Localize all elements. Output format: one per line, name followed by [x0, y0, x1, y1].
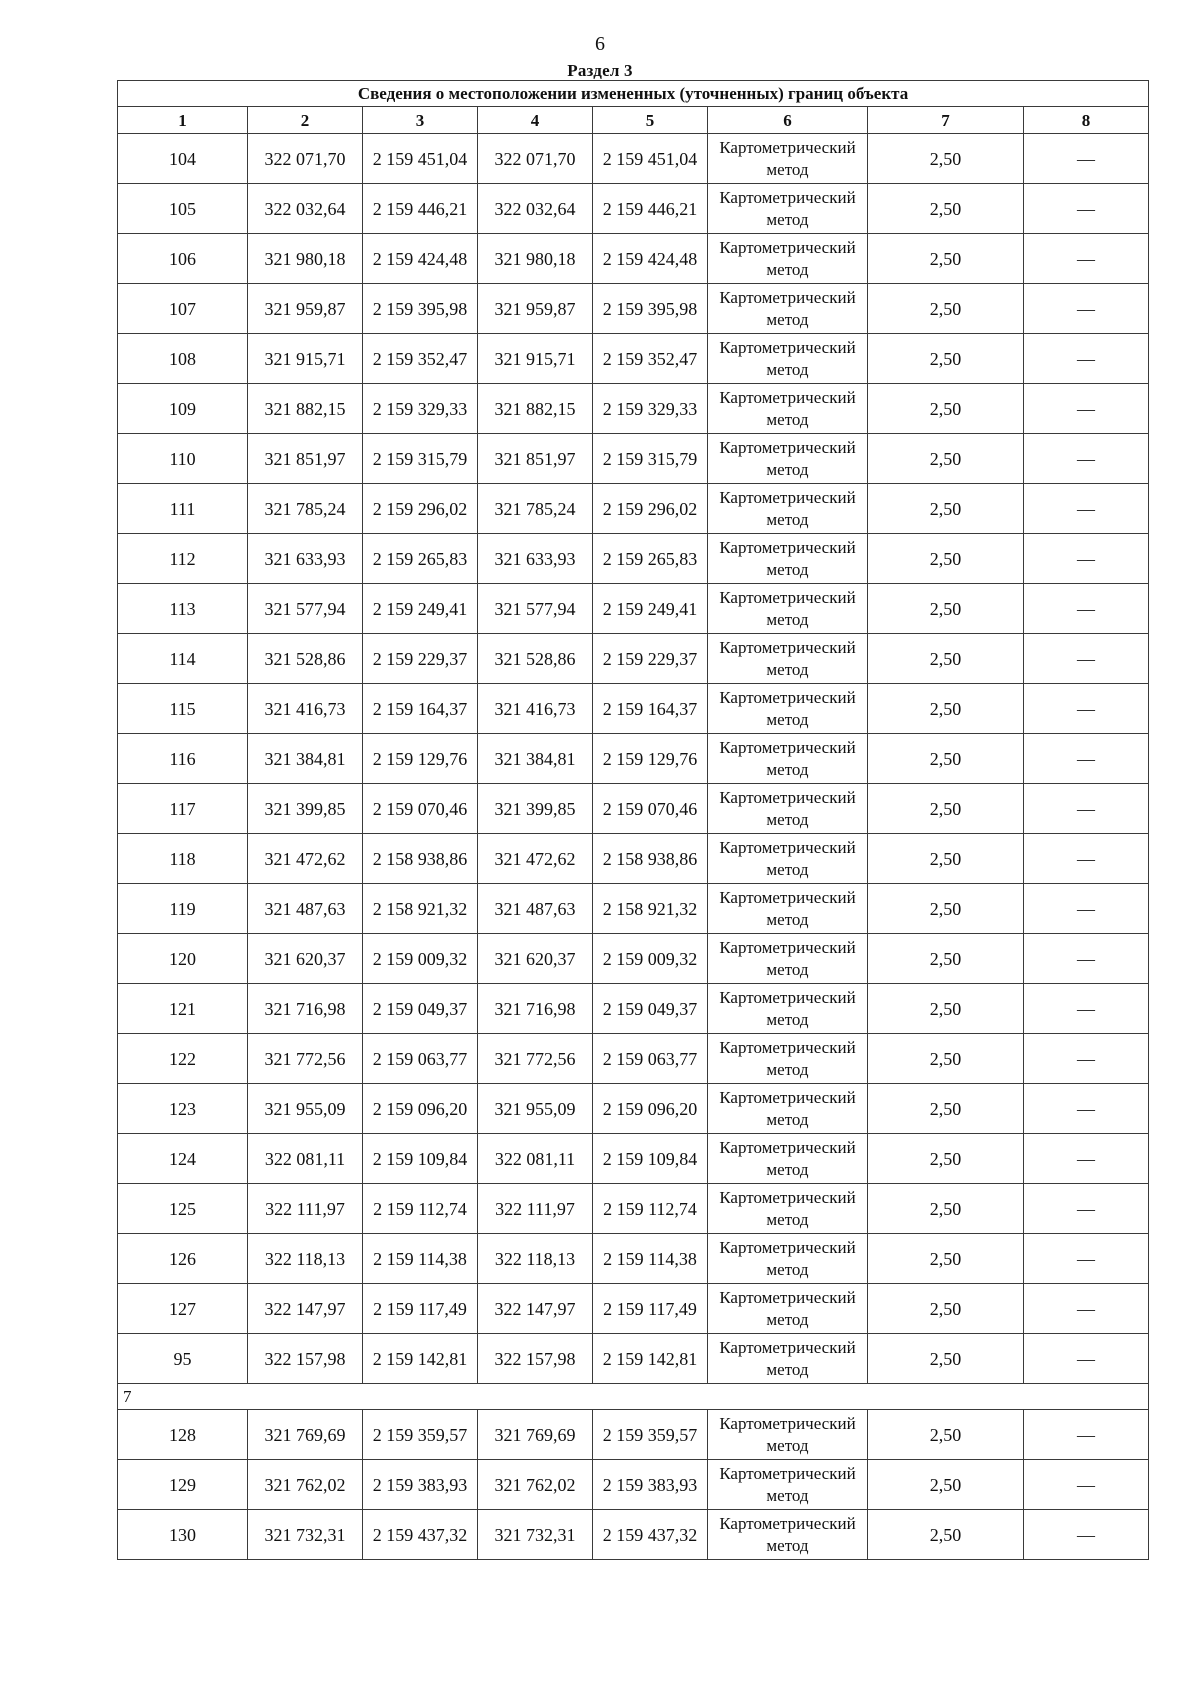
method-cell: Картометрический метод — [708, 734, 868, 784]
existing-x-cell: 321 769,69 — [248, 1410, 363, 1460]
existing-y-cell: 2 159 446,21 — [363, 184, 478, 234]
method-cell: Картометрический метод — [708, 534, 868, 584]
refined-y-cell: 2 159 009,32 — [593, 934, 708, 984]
existing-x-cell: 321 716,98 — [248, 984, 363, 1034]
refined-x-cell: 321 472,62 — [478, 834, 593, 884]
refined-y-cell: 2 159 114,38 — [593, 1234, 708, 1284]
table-row — [118, 634, 1149, 684]
description-cell: — — [1024, 1034, 1149, 1084]
description-cell: — — [1024, 1184, 1149, 1234]
refined-y-cell: 2 159 164,37 — [593, 684, 708, 734]
accuracy-cell: 2,50 — [868, 134, 1024, 184]
refined-x-cell: 321 577,94 — [478, 584, 593, 634]
existing-y-cell: 2 159 383,93 — [363, 1460, 478, 1510]
table-row — [118, 1184, 1149, 1234]
refined-y-cell: 2 159 129,76 — [593, 734, 708, 784]
accuracy-cell: 2,50 — [868, 784, 1024, 834]
refined-y-cell: 2 159 359,57 — [593, 1410, 708, 1460]
table-row — [118, 1334, 1149, 1384]
table-row — [118, 384, 1149, 434]
method-cell: Картометрический метод — [708, 384, 868, 434]
refined-y-cell: 2 159 315,79 — [593, 434, 708, 484]
boundary-coordinates-table — [117, 80, 1149, 1560]
method-cell: Картометрический метод — [708, 684, 868, 734]
existing-x-cell: 321 980,18 — [248, 234, 363, 284]
point-number-cell: 122 — [118, 1034, 248, 1084]
refined-y-cell: 2 159 049,37 — [593, 984, 708, 1034]
existing-x-cell: 322 032,64 — [248, 184, 363, 234]
existing-x-cell: 321 399,85 — [248, 784, 363, 834]
existing-x-cell: 321 472,62 — [248, 834, 363, 884]
existing-y-cell: 2 158 938,86 — [363, 834, 478, 884]
existing-x-cell: 321 384,81 — [248, 734, 363, 784]
description-cell: — — [1024, 584, 1149, 634]
refined-x-cell: 321 851,97 — [478, 434, 593, 484]
refined-y-cell: 2 159 096,20 — [593, 1084, 708, 1134]
description-cell: — — [1024, 184, 1149, 234]
point-number-cell: 130 — [118, 1510, 248, 1560]
table-row — [118, 1510, 1149, 1560]
existing-x-cell: 322 118,13 — [248, 1234, 363, 1284]
method-cell: Картометрический метод — [708, 1334, 868, 1384]
refined-x-cell: 321 384,81 — [478, 734, 593, 784]
existing-y-cell: 2 159 329,33 — [363, 384, 478, 434]
table-caption: Сведения о местоположении измененных (уточненных) границ объекта — [118, 81, 1149, 107]
refined-y-cell: 2 159 451,04 — [593, 134, 708, 184]
refined-x-cell: 321 399,85 — [478, 784, 593, 834]
existing-y-cell: 2 159 395,98 — [363, 284, 478, 334]
method-cell: Картометрический метод — [708, 284, 868, 334]
existing-x-cell: 321 762,02 — [248, 1460, 363, 1510]
table-row — [118, 1234, 1149, 1284]
refined-y-cell: 2 159 395,98 — [593, 284, 708, 334]
accuracy-cell: 2,50 — [868, 184, 1024, 234]
existing-x-cell: 322 157,98 — [248, 1334, 363, 1384]
description-cell: — — [1024, 784, 1149, 834]
refined-x-cell: 321 955,09 — [478, 1084, 593, 1134]
accuracy-cell: 2,50 — [868, 1284, 1024, 1334]
accuracy-cell: 2,50 — [868, 1410, 1024, 1460]
description-cell: — — [1024, 484, 1149, 534]
existing-y-cell: 2 159 109,84 — [363, 1134, 478, 1184]
existing-y-cell: 2 159 142,81 — [363, 1334, 478, 1384]
existing-y-cell: 2 159 437,32 — [363, 1510, 478, 1560]
refined-y-cell: 2 159 437,32 — [593, 1510, 708, 1560]
existing-x-cell: 322 071,70 — [248, 134, 363, 184]
table-row — [118, 484, 1149, 534]
method-cell: Картометрический метод — [708, 1134, 868, 1184]
page-number: 6 — [595, 33, 605, 55]
refined-x-cell: 322 118,13 — [478, 1234, 593, 1284]
refined-x-cell: 322 071,70 — [478, 134, 593, 184]
table-row — [118, 334, 1149, 384]
existing-y-cell: 2 159 229,37 — [363, 634, 478, 684]
refined-x-cell: 321 416,73 — [478, 684, 593, 734]
point-number-cell: 127 — [118, 1284, 248, 1334]
refined-x-cell: 321 633,93 — [478, 534, 593, 584]
accuracy-cell: 2,50 — [868, 884, 1024, 934]
method-cell: Картометрический метод — [708, 784, 868, 834]
table-row — [118, 534, 1149, 584]
existing-x-cell: 321 416,73 — [248, 684, 363, 734]
refined-x-cell: 321 772,56 — [478, 1034, 593, 1084]
table-row — [118, 1084, 1149, 1134]
point-number-cell: 104 — [118, 134, 248, 184]
existing-y-cell: 2 159 063,77 — [363, 1034, 478, 1084]
method-cell: Картометрический метод — [708, 834, 868, 884]
existing-y-cell: 2 159 112,74 — [363, 1184, 478, 1234]
existing-y-cell: 2 159 265,83 — [363, 534, 478, 584]
accuracy-cell: 2,50 — [868, 734, 1024, 784]
refined-y-cell: 2 159 249,41 — [593, 584, 708, 634]
refined-y-cell: 2 159 229,37 — [593, 634, 708, 684]
accuracy-cell: 2,50 — [868, 234, 1024, 284]
column-header: 1 — [118, 107, 248, 134]
existing-y-cell: 2 159 009,32 — [363, 934, 478, 984]
existing-x-cell: 321 633,93 — [248, 534, 363, 584]
existing-x-cell: 321 528,86 — [248, 634, 363, 684]
refined-y-cell: 2 159 070,46 — [593, 784, 708, 834]
accuracy-cell: 2,50 — [868, 284, 1024, 334]
point-number-cell: 116 — [118, 734, 248, 784]
point-number-cell: 118 — [118, 834, 248, 884]
existing-x-cell: 321 577,94 — [248, 584, 363, 634]
description-cell: — — [1024, 134, 1149, 184]
description-cell: — — [1024, 884, 1149, 934]
refined-x-cell: 321 487,63 — [478, 884, 593, 934]
refined-x-cell: 322 147,97 — [478, 1284, 593, 1334]
method-cell: Картометрический метод — [708, 484, 868, 534]
method-cell: Картометрический метод — [708, 1510, 868, 1560]
method-cell: Картометрический метод — [708, 1284, 868, 1334]
point-number-cell: 115 — [118, 684, 248, 734]
accuracy-cell: 2,50 — [868, 1084, 1024, 1134]
accuracy-cell: 2,50 — [868, 584, 1024, 634]
existing-x-cell: 321 851,97 — [248, 434, 363, 484]
refined-y-cell: 2 158 921,32 — [593, 884, 708, 934]
description-cell: — — [1024, 934, 1149, 984]
point-number-cell: 112 — [118, 534, 248, 584]
existing-y-cell: 2 158 921,32 — [363, 884, 478, 934]
point-number-cell: 109 — [118, 384, 248, 434]
existing-y-cell: 2 159 424,48 — [363, 234, 478, 284]
refined-x-cell: 321 959,87 — [478, 284, 593, 334]
refined-y-cell: 2 159 112,74 — [593, 1184, 708, 1234]
existing-x-cell: 321 620,37 — [248, 934, 363, 984]
description-cell: — — [1024, 684, 1149, 734]
table-row — [118, 284, 1149, 334]
refined-y-cell: 2 159 424,48 — [593, 234, 708, 284]
table-row — [118, 1134, 1149, 1184]
accuracy-cell: 2,50 — [868, 634, 1024, 684]
point-number-cell: 124 — [118, 1134, 248, 1184]
table-caption-row — [118, 81, 1149, 107]
existing-x-cell: 322 081,11 — [248, 1134, 363, 1184]
accuracy-cell: 2,50 — [868, 1184, 1024, 1234]
refined-x-cell: 322 157,98 — [478, 1334, 593, 1384]
refined-x-cell: 321 980,18 — [478, 234, 593, 284]
method-cell: Картометрический метод — [708, 984, 868, 1034]
existing-x-cell: 321 955,09 — [248, 1084, 363, 1134]
description-cell: — — [1024, 434, 1149, 484]
method-cell: Картометрический метод — [708, 1234, 868, 1284]
column-header: 4 — [478, 107, 593, 134]
column-header-row — [118, 107, 1149, 134]
refined-y-cell: 2 159 296,02 — [593, 484, 708, 534]
existing-x-cell: 321 915,71 — [248, 334, 363, 384]
point-number-cell: 110 — [118, 434, 248, 484]
refined-x-cell: 322 081,11 — [478, 1134, 593, 1184]
method-cell: Картометрический метод — [708, 334, 868, 384]
table-row — [118, 1410, 1149, 1460]
accuracy-cell: 2,50 — [868, 334, 1024, 384]
accuracy-cell: 2,50 — [868, 1034, 1024, 1084]
refined-x-cell: 321 769,69 — [478, 1410, 593, 1460]
existing-y-cell: 2 159 114,38 — [363, 1234, 478, 1284]
refined-x-cell: 321 716,98 — [478, 984, 593, 1034]
refined-y-cell: 2 159 109,84 — [593, 1134, 708, 1184]
table-row — [118, 784, 1149, 834]
accuracy-cell: 2,50 — [868, 984, 1024, 1034]
method-cell: Картометрический метод — [708, 1184, 868, 1234]
table-row — [118, 584, 1149, 634]
point-number-cell: 123 — [118, 1084, 248, 1134]
description-cell: — — [1024, 834, 1149, 884]
table-row — [118, 684, 1149, 734]
point-number-cell: 121 — [118, 984, 248, 1034]
description-cell: — — [1024, 1084, 1149, 1134]
refined-y-cell: 2 159 352,47 — [593, 334, 708, 384]
refined-x-cell: 321 785,24 — [478, 484, 593, 534]
accuracy-cell: 2,50 — [868, 434, 1024, 484]
point-number-cell: 120 — [118, 934, 248, 984]
accuracy-cell: 2,50 — [868, 484, 1024, 534]
accuracy-cell: 2,50 — [868, 1510, 1024, 1560]
column-header: 6 — [708, 107, 868, 134]
method-cell: Картометрический метод — [708, 234, 868, 284]
refined-y-cell: 2 159 063,77 — [593, 1034, 708, 1084]
column-header: 5 — [593, 107, 708, 134]
refined-x-cell: 321 732,31 — [478, 1510, 593, 1560]
existing-y-cell: 2 159 049,37 — [363, 984, 478, 1034]
description-cell: — — [1024, 284, 1149, 334]
refined-y-cell: 2 159 446,21 — [593, 184, 708, 234]
point-number-cell: 128 — [118, 1410, 248, 1460]
method-cell: Картометрический метод — [708, 884, 868, 934]
table-row — [118, 734, 1149, 784]
existing-y-cell: 2 159 096,20 — [363, 1084, 478, 1134]
description-cell: — — [1024, 1460, 1149, 1510]
accuracy-cell: 2,50 — [868, 1134, 1024, 1184]
description-cell: — — [1024, 1134, 1149, 1184]
table-row — [118, 1460, 1149, 1510]
point-number-cell: 125 — [118, 1184, 248, 1234]
method-cell: Картометрический метод — [708, 1084, 868, 1134]
section-title: Раздел 3 — [567, 61, 633, 80]
refined-y-cell: 2 159 329,33 — [593, 384, 708, 434]
accuracy-cell: 2,50 — [868, 1334, 1024, 1384]
existing-x-cell: 321 959,87 — [248, 284, 363, 334]
point-number-cell: 113 — [118, 584, 248, 634]
description-cell: — — [1024, 734, 1149, 784]
existing-x-cell: 321 882,15 — [248, 384, 363, 434]
accuracy-cell: 2,50 — [868, 534, 1024, 584]
point-number-cell: 111 — [118, 484, 248, 534]
accuracy-cell: 2,50 — [868, 684, 1024, 734]
existing-y-cell: 2 159 359,57 — [363, 1410, 478, 1460]
refined-y-cell: 2 159 265,83 — [593, 534, 708, 584]
description-cell: — — [1024, 1410, 1149, 1460]
description-cell: — — [1024, 634, 1149, 684]
description-cell: — — [1024, 1510, 1149, 1560]
refined-y-cell: 2 159 117,49 — [593, 1284, 708, 1334]
point-number-cell: 126 — [118, 1234, 248, 1284]
existing-y-cell: 2 159 249,41 — [363, 584, 478, 634]
column-header: 7 — [868, 107, 1024, 134]
existing-y-cell: 2 159 117,49 — [363, 1284, 478, 1334]
method-cell: Картометрический метод — [708, 134, 868, 184]
point-number-cell: 106 — [118, 234, 248, 284]
accuracy-cell: 2,50 — [868, 934, 1024, 984]
refined-y-cell: 2 158 938,86 — [593, 834, 708, 884]
existing-y-cell: 2 159 070,46 — [363, 784, 478, 834]
existing-x-cell: 321 772,56 — [248, 1034, 363, 1084]
point-number-cell: 105 — [118, 184, 248, 234]
description-cell: — — [1024, 234, 1149, 284]
existing-x-cell: 321 732,31 — [248, 1510, 363, 1560]
method-cell: Картометрический метод — [708, 1034, 868, 1084]
existing-x-cell: 321 487,63 — [248, 884, 363, 934]
accuracy-cell: 2,50 — [868, 1234, 1024, 1284]
point-number-cell: 107 — [118, 284, 248, 334]
refined-x-cell: 321 528,86 — [478, 634, 593, 684]
point-number-cell: 117 — [118, 784, 248, 834]
column-header: 2 — [248, 107, 363, 134]
accuracy-cell: 2,50 — [868, 384, 1024, 434]
existing-y-cell: 2 159 296,02 — [363, 484, 478, 534]
refined-y-cell: 2 159 142,81 — [593, 1334, 708, 1384]
point-number-cell: 119 — [118, 884, 248, 934]
refined-x-cell: 321 882,15 — [478, 384, 593, 434]
refined-x-cell: 322 032,64 — [478, 184, 593, 234]
point-number-cell: 108 — [118, 334, 248, 384]
description-cell: — — [1024, 1284, 1149, 1334]
point-number-cell: 114 — [118, 634, 248, 684]
column-header: 3 — [363, 107, 478, 134]
table-row — [118, 1284, 1149, 1334]
method-cell: Картометрический метод — [708, 634, 868, 684]
refined-x-cell: 322 111,97 — [478, 1184, 593, 1234]
method-cell: Картометрический метод — [708, 1410, 868, 1460]
existing-y-cell: 2 159 129,76 — [363, 734, 478, 784]
method-cell: Картометрический метод — [708, 434, 868, 484]
contour-group-row — [118, 1384, 1149, 1410]
accuracy-cell: 2,50 — [868, 834, 1024, 884]
refined-x-cell: 321 915,71 — [478, 334, 593, 384]
column-header: 8 — [1024, 107, 1149, 134]
table-row — [118, 134, 1149, 184]
method-cell: Картометрический метод — [708, 584, 868, 634]
table-row — [118, 1034, 1149, 1084]
accuracy-cell: 2,50 — [868, 1460, 1024, 1510]
method-cell: Картометрический метод — [708, 934, 868, 984]
description-cell: — — [1024, 334, 1149, 384]
method-cell: Картометрический метод — [708, 184, 868, 234]
existing-y-cell: 2 159 352,47 — [363, 334, 478, 384]
description-cell: — — [1024, 1234, 1149, 1284]
description-cell: — — [1024, 1334, 1149, 1384]
table-row — [118, 884, 1149, 934]
existing-y-cell: 2 159 451,04 — [363, 134, 478, 184]
table-row — [118, 234, 1149, 284]
existing-x-cell: 322 111,97 — [248, 1184, 363, 1234]
existing-x-cell: 321 785,24 — [248, 484, 363, 534]
point-number-cell: 95 — [118, 1334, 248, 1384]
contour-group-label: 7 — [118, 1384, 1149, 1410]
table-row — [118, 934, 1149, 984]
table-row — [118, 834, 1149, 884]
table-row — [118, 184, 1149, 234]
refined-y-cell: 2 159 383,93 — [593, 1460, 708, 1510]
refined-x-cell: 321 620,37 — [478, 934, 593, 984]
description-cell: — — [1024, 534, 1149, 584]
description-cell: — — [1024, 384, 1149, 434]
existing-y-cell: 2 159 164,37 — [363, 684, 478, 734]
refined-x-cell: 321 762,02 — [478, 1460, 593, 1510]
table-row — [118, 434, 1149, 484]
table-row — [118, 984, 1149, 1034]
point-number-cell: 129 — [118, 1460, 248, 1510]
existing-y-cell: 2 159 315,79 — [363, 434, 478, 484]
method-cell: Картометрический метод — [708, 1460, 868, 1510]
existing-x-cell: 322 147,97 — [248, 1284, 363, 1334]
description-cell: — — [1024, 984, 1149, 1034]
